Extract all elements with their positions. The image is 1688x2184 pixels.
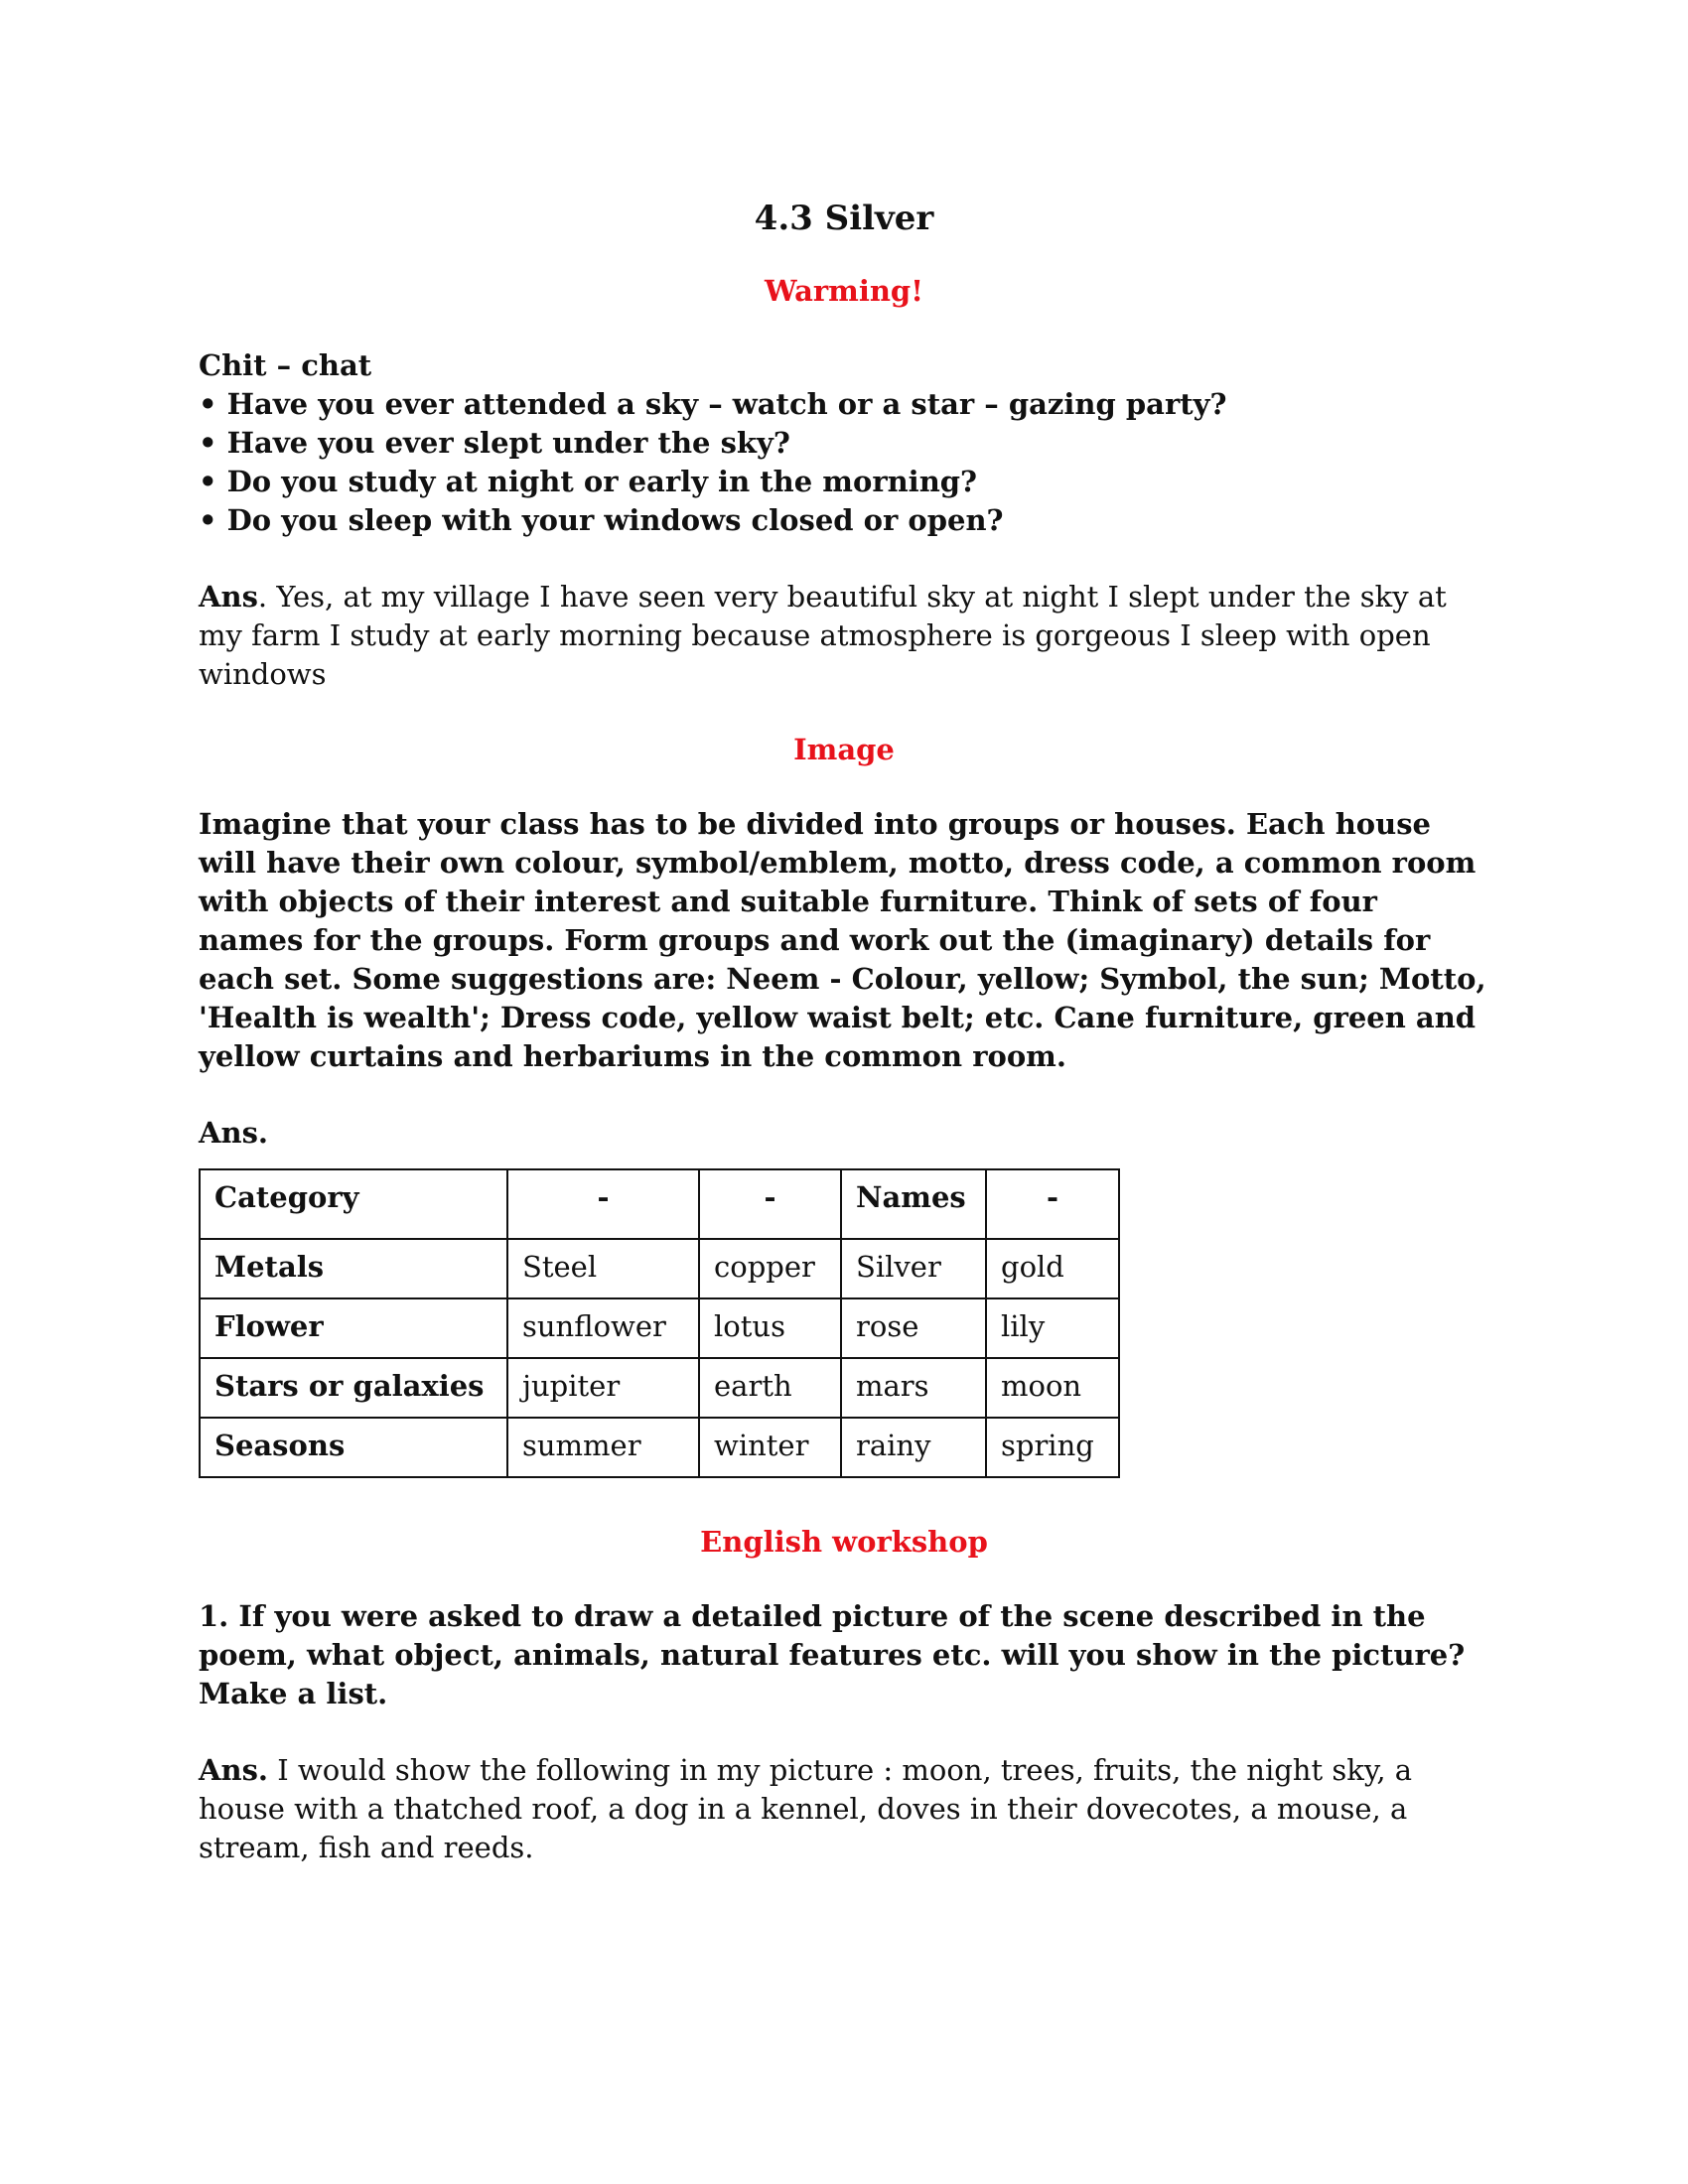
table-cell: spring <box>986 1418 1119 1477</box>
house-names-table <box>199 1168 1120 1478</box>
image-prompt: Imagine that your class has to be divided into groups or houses. Each house will have their own colour, symbol/emblem, motto, dress code, a common room with objects of their interest and suitable furniture. Think of sets of four names for the groups. Form groups and work out the (imaginary) details for each set. Some suggestions are: Neem - Colour, yellow; Symbol, the sun; Motto, 'Health is wealth'; Dress code, yellow waist belt; etc. Cane furniture, green and yellow curtains and herbariums in the common room. <box>199 807 1486 1073</box>
table-row <box>200 1418 1119 1477</box>
table-cell: Flower <box>200 1298 507 1358</box>
warming-answer <box>199 578 1489 694</box>
table-cell: moon <box>986 1358 1119 1418</box>
table-cell: lily <box>986 1298 1119 1358</box>
workshop-question-1: 1. If you were asked to draw a detailed picture of the scene described in the poem, what object, animals, natural features etc. will you show in the picture? Make a list. <box>199 1599 1466 1710</box>
table-row <box>200 1358 1119 1418</box>
table-cell: gold <box>986 1239 1119 1298</box>
table-cell: Silver <box>841 1239 986 1298</box>
workshop-heading: English workshop <box>700 1525 988 1559</box>
image-answer-label: Ans. <box>199 1116 269 1150</box>
table-cell: winter <box>699 1418 841 1477</box>
warming-questions <box>199 385 1489 540</box>
table-cell: mars <box>841 1358 986 1418</box>
table-row <box>200 1298 1119 1358</box>
warming-question: • Have you ever attended a sky – watch or a star – gazing party? <box>199 387 1227 421</box>
table-header-row <box>200 1169 1119 1239</box>
table-header-cell: Names <box>841 1169 986 1239</box>
table-cell: summer <box>507 1418 699 1477</box>
page-title: 4.3 Silver <box>754 199 934 238</box>
warming-question: • Do you sleep with your windows closed or open? <box>199 503 1004 537</box>
table-cell: Seasons <box>200 1418 507 1477</box>
table-cell: Stars or galaxies <box>200 1358 507 1418</box>
document-page <box>199 194 1489 1867</box>
table-cell: copper <box>699 1239 841 1298</box>
warming-question: • Have you ever slept under the sky? <box>199 426 790 460</box>
table-header-cell: Category <box>200 1169 507 1239</box>
table-header-cell: - <box>507 1169 699 1239</box>
table-cell: jupiter <box>507 1358 699 1418</box>
table-row <box>200 1239 1119 1298</box>
table-cell: Metals <box>200 1239 507 1298</box>
table-header-cell: - <box>986 1169 1119 1239</box>
table-header-cell: - <box>699 1169 841 1239</box>
chit-chat-label: Chit – chat <box>199 348 372 382</box>
workshop-answer <box>199 1751 1489 1867</box>
answer-label: Ans <box>199 580 258 614</box>
warming-question: • Do you study at night or early in the morning? <box>199 465 978 498</box>
answer-text: I would show the following in my picture : moon, trees, fruits, the night sky, a house with a thatched roof, a dog in a kennel, doves in their dovecotes, a mouse, a stream, fish and reeds. <box>199 1753 1413 1864</box>
answer-label: Ans. <box>199 1753 269 1787</box>
table-cell: rainy <box>841 1418 986 1477</box>
answer-text: . Yes, at my village I have seen very beautiful sky at night I slept under the sky at my farm I study at early morning because atmosphere is gorgeous I sleep with open windows <box>199 580 1447 691</box>
table-cell: lotus <box>699 1298 841 1358</box>
image-heading: Image <box>793 733 895 766</box>
warming-heading: Warming! <box>765 274 923 308</box>
table-cell: rose <box>841 1298 986 1358</box>
table-cell: earth <box>699 1358 841 1418</box>
table-cell: Steel <box>507 1239 699 1298</box>
table-cell: sunflower <box>507 1298 699 1358</box>
